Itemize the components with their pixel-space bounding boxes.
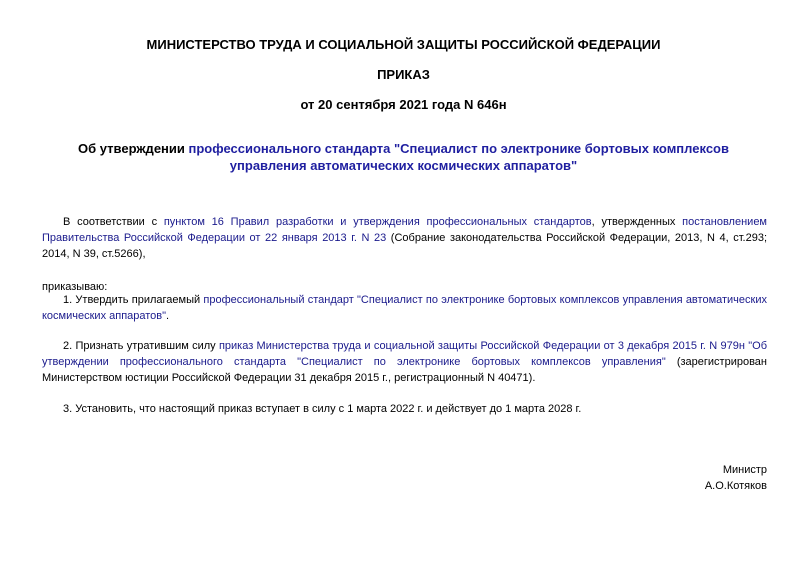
paragraph-item-3: 3. Установить, что настоящий приказ вступает в силу с 1 марта 2022 г. и действует до 1 марта 2028 г. bbox=[63, 403, 582, 415]
p3-text-a: 2. Признать утратившим силу bbox=[63, 340, 219, 352]
government-decree-link[interactable]: постановлением Правительства Российской Федерации от 22 января 2013 г. N 23 bbox=[42, 216, 767, 244]
p1-text-c: (Собрание законодательства Российской Федерации, 2013, N 4, ст.293; 2014, N 39, ст.5266), bbox=[42, 232, 767, 260]
p3-text-b: (зарегистрирован Министерством юстиции Российской Федерации 31 декабря 2015 г., регистрационный N 40471). bbox=[42, 356, 767, 384]
order-verb: приказываю: bbox=[42, 281, 108, 293]
document-title bbox=[60, 140, 747, 174]
signature-position: Министр bbox=[722, 464, 767, 476]
p1-text-b: , утвержденных bbox=[591, 216, 683, 228]
order-heading: ПРИКАЗ bbox=[377, 67, 430, 82]
professional-standard-link[interactable]: профессиональный стандарт "Специалист по электронике бортовых комплексов управления автоматических космических аппаратов" bbox=[42, 294, 767, 322]
signature-name: А.О.Котяков bbox=[704, 480, 767, 492]
title-prefix: Об утверждении bbox=[78, 141, 189, 156]
title-standard-link[interactable]: профессионального стандарта "Специалист по электронике бортовых комплексов управления автоматических космических аппаратов" bbox=[188, 141, 729, 173]
order-date: от 20 сентября 2021 года N 646н bbox=[300, 97, 507, 112]
paragraph-basis bbox=[42, 214, 767, 262]
paragraph-item-1 bbox=[42, 292, 767, 324]
p2-text-b: . bbox=[166, 310, 170, 322]
rules-point-16-link[interactable]: пунктом 16 Правил разработки и утверждения профессиональных стандартов bbox=[163, 216, 592, 228]
ministry-name: МИНИСТЕРСТВО ТРУДА И СОЦИАЛЬНОЙ ЗАЩИТЫ РОССИЙСКОЙ ФЕДЕРАЦИИ bbox=[146, 37, 661, 52]
repealed-order-link[interactable]: приказ Министерства труда и социальной защиты Российской Федерации от 3 декабря 2015 г. N 979н "Об утверждении профессионального стандарта "Специалист по электронике бортовых комплексов управления" bbox=[42, 340, 767, 368]
p2-text-a: 1. Утвердить прилагаемый bbox=[63, 294, 204, 306]
paragraph-item-2 bbox=[42, 338, 767, 386]
p1-text-a: В соответствии с bbox=[63, 216, 164, 228]
